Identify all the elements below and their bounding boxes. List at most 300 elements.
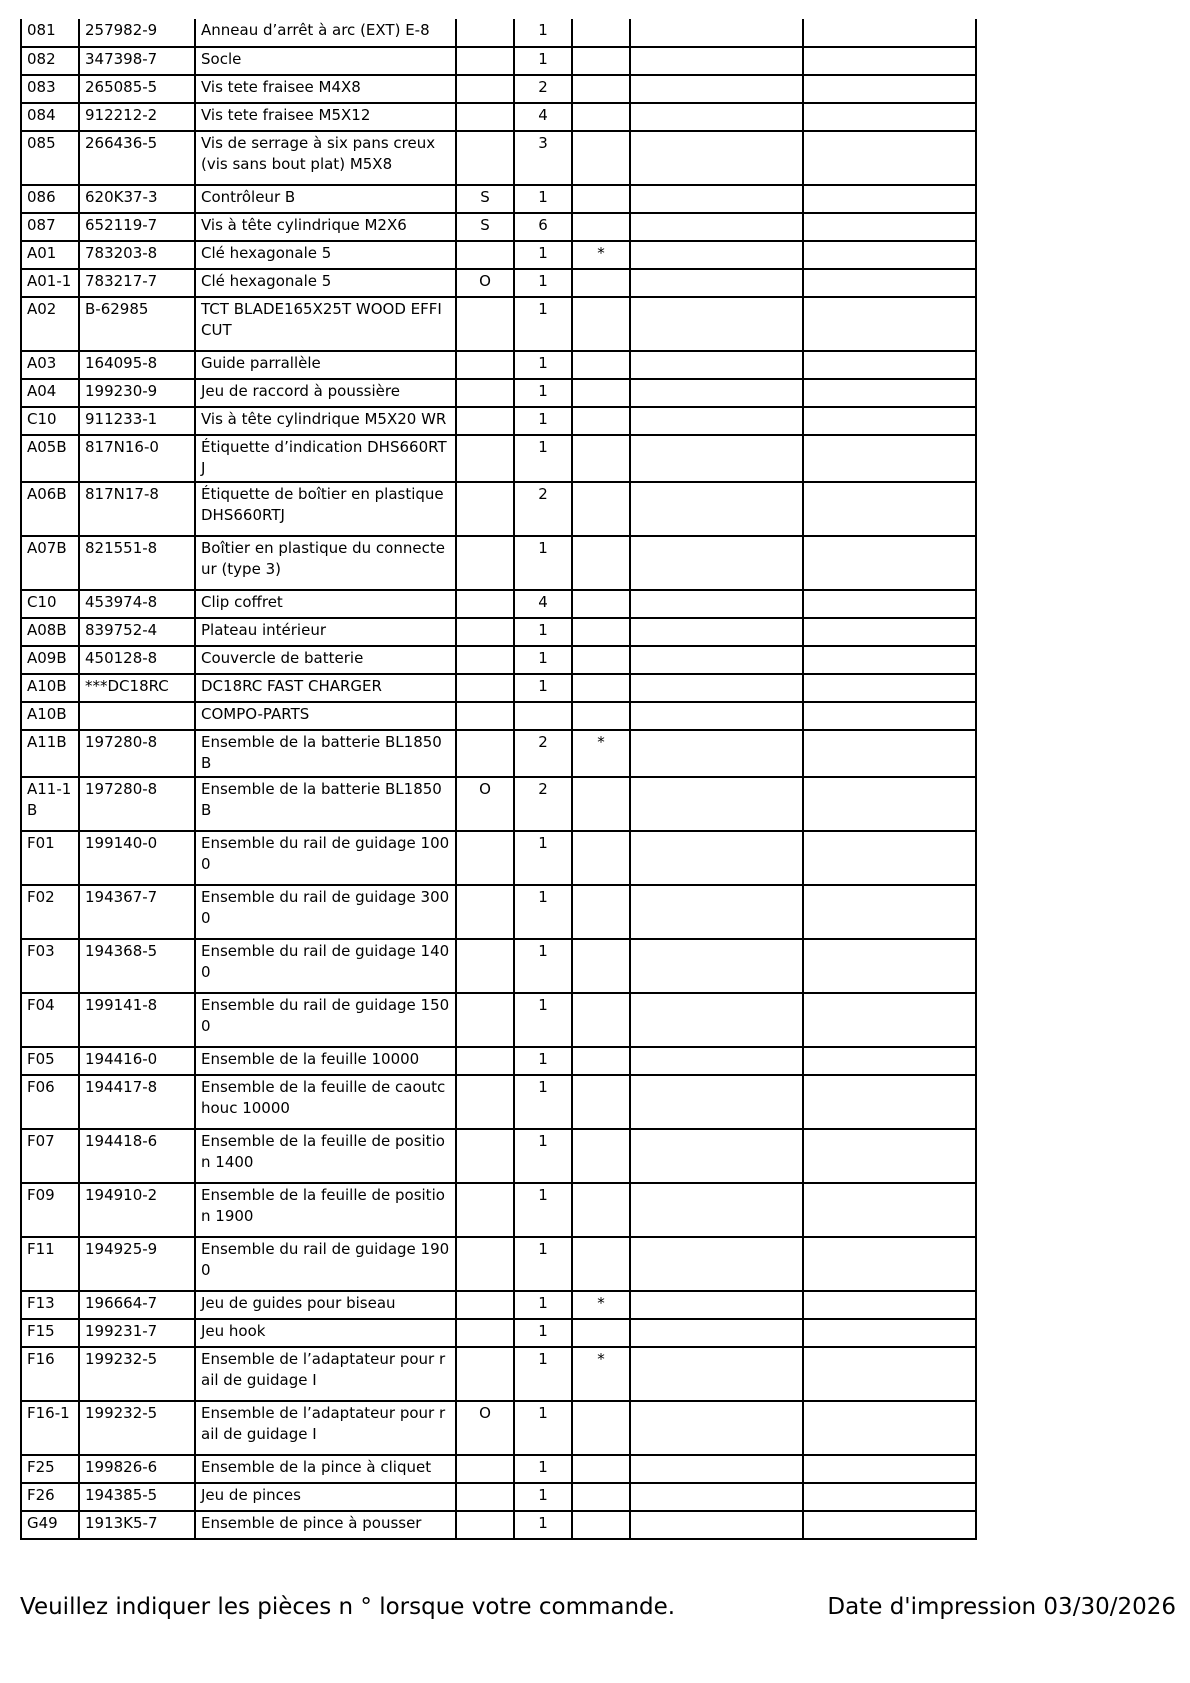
empty-cell	[803, 379, 976, 407]
quantity-cell: 2	[514, 730, 572, 777]
description-cell: Ensemble de la batterie BL1850B	[195, 730, 456, 777]
reference-cell: 821551-8	[79, 536, 195, 590]
change-code-cell	[456, 618, 514, 646]
note-cell	[572, 213, 630, 241]
empty-cell	[803, 482, 976, 536]
table-row	[21, 103, 976, 131]
table-row	[21, 379, 976, 407]
empty-cell	[630, 1319, 803, 1347]
table-row	[21, 730, 976, 777]
change-code-cell	[456, 131, 514, 185]
note-cell: *	[572, 1347, 630, 1401]
reference-cell: 199232-5	[79, 1401, 195, 1455]
empty-cell	[630, 1347, 803, 1401]
print-date: Date d'impression 03/30/2026	[827, 1594, 1176, 1620]
empty-cell	[630, 777, 803, 831]
table-row	[21, 47, 976, 75]
part-number-cell: A03	[21, 351, 79, 379]
quantity-cell: 1	[514, 1455, 572, 1483]
change-code-cell	[456, 831, 514, 885]
change-code-cell	[456, 47, 514, 75]
empty-cell	[803, 1183, 976, 1237]
part-number-cell: A01-1	[21, 269, 79, 297]
description-cell: Ensemble du rail de guidage 3000	[195, 885, 456, 939]
description-cell: Jeu de raccord à poussière	[195, 379, 456, 407]
table-row	[21, 831, 976, 885]
note-cell	[572, 674, 630, 702]
note-cell	[572, 618, 630, 646]
change-code-cell	[456, 939, 514, 993]
empty-cell	[630, 213, 803, 241]
table-row	[21, 702, 976, 730]
description-cell: Socle	[195, 47, 456, 75]
empty-cell	[630, 1291, 803, 1319]
reference-cell: 199826-6	[79, 1455, 195, 1483]
empty-cell	[630, 75, 803, 103]
quantity-cell: 1	[514, 297, 572, 351]
part-number-cell: A07B	[21, 536, 79, 590]
empty-cell	[803, 1455, 976, 1483]
reference-cell: 453974-8	[79, 590, 195, 618]
part-number-cell: F01	[21, 831, 79, 885]
description-cell: Ensemble de la feuille de position 1900	[195, 1183, 456, 1237]
quantity-cell: 1	[514, 1347, 572, 1401]
quantity-cell: 1	[514, 1237, 572, 1291]
quantity-cell: 2	[514, 777, 572, 831]
part-number-cell: F26	[21, 1483, 79, 1511]
part-number-cell: A06B	[21, 482, 79, 536]
empty-cell	[803, 702, 976, 730]
part-number-cell: F06	[21, 1075, 79, 1129]
change-code-cell	[456, 241, 514, 269]
empty-cell	[630, 885, 803, 939]
empty-cell	[630, 241, 803, 269]
empty-cell	[630, 702, 803, 730]
quantity-cell: 1	[514, 1183, 572, 1237]
part-number-cell: A11-1B	[21, 777, 79, 831]
description-cell: Ensemble de la batterie BL1850B	[195, 777, 456, 831]
note-cell: *	[572, 730, 630, 777]
note-cell	[572, 536, 630, 590]
change-code-cell	[456, 674, 514, 702]
empty-cell	[630, 1401, 803, 1455]
part-number-cell: F13	[21, 1291, 79, 1319]
description-cell: Vis de serrage à six pans creux (vis sans bout plat) M5X8	[195, 131, 456, 185]
empty-cell	[803, 885, 976, 939]
note-cell	[572, 831, 630, 885]
description-cell: COMPO-PARTS	[195, 702, 456, 730]
part-number-cell: A04	[21, 379, 79, 407]
table-row	[21, 646, 976, 674]
part-number-cell: 086	[21, 185, 79, 213]
empty-cell	[803, 1047, 976, 1075]
description-cell: Clip coffret	[195, 590, 456, 618]
empty-cell	[803, 1347, 976, 1401]
description-cell: Jeu hook	[195, 1319, 456, 1347]
quantity-cell	[514, 702, 572, 730]
empty-cell	[630, 1075, 803, 1129]
part-number-cell: A05B	[21, 435, 79, 482]
reference-cell: 450128-8	[79, 646, 195, 674]
table-row	[21, 1319, 976, 1347]
note-cell: *	[572, 1291, 630, 1319]
description-cell: Ensemble de l’adaptateur pour rail de guidage I	[195, 1401, 456, 1455]
change-code-cell	[456, 482, 514, 536]
description-cell: Vis tete fraisee M4X8	[195, 75, 456, 103]
table-row	[21, 241, 976, 269]
part-number-cell: F05	[21, 1047, 79, 1075]
empty-cell	[630, 297, 803, 351]
reference-cell: 194368-5	[79, 939, 195, 993]
empty-cell	[803, 213, 976, 241]
note-cell	[572, 47, 630, 75]
table-row	[21, 1483, 976, 1511]
note-cell	[572, 103, 630, 131]
table-row	[21, 536, 976, 590]
quantity-cell: 2	[514, 75, 572, 103]
description-cell: Ensemble du rail de guidage 1500	[195, 993, 456, 1047]
quantity-cell: 1	[514, 351, 572, 379]
empty-cell	[803, 269, 976, 297]
part-number-cell: F16-1	[21, 1401, 79, 1455]
description-cell: Clé hexagonale 5	[195, 269, 456, 297]
part-number-cell: F09	[21, 1183, 79, 1237]
note-cell: *	[572, 241, 630, 269]
empty-cell	[630, 590, 803, 618]
description-cell: Clé hexagonale 5	[195, 241, 456, 269]
part-number-cell: G49	[21, 1511, 79, 1539]
table-row	[21, 777, 976, 831]
part-number-cell: F03	[21, 939, 79, 993]
table-row	[21, 1075, 976, 1129]
description-cell: Plateau intérieur	[195, 618, 456, 646]
note-cell	[572, 1511, 630, 1539]
reference-cell: B-62985	[79, 297, 195, 351]
table-row	[21, 618, 976, 646]
empty-cell	[630, 674, 803, 702]
note-cell	[572, 993, 630, 1047]
table-row	[21, 939, 976, 993]
note-cell	[572, 1183, 630, 1237]
empty-cell	[630, 939, 803, 993]
part-number-cell: F04	[21, 993, 79, 1047]
empty-cell	[803, 1237, 976, 1291]
empty-cell	[803, 730, 976, 777]
quantity-cell: 1	[514, 269, 572, 297]
table-row	[21, 1237, 976, 1291]
description-cell: Ensemble du rail de guidage 1000	[195, 831, 456, 885]
change-code-cell	[456, 1291, 514, 1319]
part-number-cell: A11B	[21, 730, 79, 777]
reference-cell: 266436-5	[79, 131, 195, 185]
reference-cell: 164095-8	[79, 351, 195, 379]
table-row	[21, 1455, 976, 1483]
reference-cell: 783217-7	[79, 269, 195, 297]
change-code-cell	[456, 103, 514, 131]
empty-cell	[803, 590, 976, 618]
part-number-cell: 084	[21, 103, 79, 131]
table-row	[21, 75, 976, 103]
note-cell	[572, 1075, 630, 1129]
empty-cell	[630, 993, 803, 1047]
note-cell	[572, 351, 630, 379]
quantity-cell: 1	[514, 1483, 572, 1511]
reference-cell: 194385-5	[79, 1483, 195, 1511]
quantity-cell: 1	[514, 618, 572, 646]
table-row	[21, 1511, 976, 1539]
empty-cell	[803, 993, 976, 1047]
table-row	[21, 993, 976, 1047]
change-code-cell: O	[456, 269, 514, 297]
table-row	[21, 1291, 976, 1319]
empty-cell	[803, 241, 976, 269]
reference-cell: 347398-7	[79, 47, 195, 75]
note-cell	[572, 482, 630, 536]
note-cell	[572, 185, 630, 213]
empty-cell	[803, 351, 976, 379]
table-row	[21, 19, 976, 47]
order-instruction-note: Veuillez indiquer les pièces n ° lorsque votre commande.	[20, 1594, 676, 1620]
part-number-cell: 087	[21, 213, 79, 241]
reference-cell: 912212-2	[79, 103, 195, 131]
quantity-cell: 2	[514, 482, 572, 536]
empty-cell	[803, 939, 976, 993]
part-number-cell: A01	[21, 241, 79, 269]
change-code-cell: S	[456, 213, 514, 241]
note-cell	[572, 407, 630, 435]
reference-cell: 194925-9	[79, 1237, 195, 1291]
part-number-cell: A10B	[21, 674, 79, 702]
empty-cell	[803, 75, 976, 103]
description-cell: TCT BLADE165X25T WOOD EFFICUT	[195, 297, 456, 351]
empty-cell	[630, 131, 803, 185]
change-code-cell: O	[456, 777, 514, 831]
empty-cell	[803, 1075, 976, 1129]
reference-cell: 194910-2	[79, 1183, 195, 1237]
description-cell: Contrôleur B	[195, 185, 456, 213]
empty-cell	[630, 185, 803, 213]
change-code-cell: O	[456, 1401, 514, 1455]
quantity-cell: 1	[514, 993, 572, 1047]
description-cell: Boîtier en plastique du connecteur (type 3)	[195, 536, 456, 590]
description-cell: Ensemble de la pince à cliquet	[195, 1455, 456, 1483]
note-cell	[572, 1047, 630, 1075]
empty-cell	[803, 831, 976, 885]
table-row	[21, 213, 976, 241]
reference-cell: 911233-1	[79, 407, 195, 435]
table-row	[21, 269, 976, 297]
table-row	[21, 185, 976, 213]
empty-cell	[803, 131, 976, 185]
part-number-cell: F11	[21, 1237, 79, 1291]
change-code-cell	[456, 1455, 514, 1483]
empty-cell	[630, 379, 803, 407]
part-number-cell: F16	[21, 1347, 79, 1401]
empty-cell	[803, 1291, 976, 1319]
part-number-cell: F02	[21, 885, 79, 939]
quantity-cell: 4	[514, 590, 572, 618]
empty-cell	[630, 1183, 803, 1237]
table-row	[21, 1047, 976, 1075]
change-code-cell	[456, 75, 514, 103]
change-code-cell	[456, 1129, 514, 1183]
note-cell	[572, 297, 630, 351]
part-number-cell: F25	[21, 1455, 79, 1483]
quantity-cell: 1	[514, 379, 572, 407]
change-code-cell	[456, 885, 514, 939]
description-cell: Ensemble de la feuille de caoutchouc 10000	[195, 1075, 456, 1129]
note-cell	[572, 1237, 630, 1291]
parts-list-body	[21, 19, 976, 1539]
reference-cell: 199231-7	[79, 1319, 195, 1347]
empty-cell	[803, 185, 976, 213]
empty-cell	[803, 19, 976, 47]
quantity-cell: 1	[514, 1291, 572, 1319]
empty-cell	[803, 297, 976, 351]
note-cell	[572, 939, 630, 993]
parts-list-table	[20, 19, 977, 1540]
reference-cell: 197280-8	[79, 730, 195, 777]
empty-cell	[803, 618, 976, 646]
quantity-cell: 1	[514, 1047, 572, 1075]
empty-cell	[630, 618, 803, 646]
empty-cell	[630, 1047, 803, 1075]
change-code-cell	[456, 1483, 514, 1511]
empty-cell	[630, 730, 803, 777]
empty-cell	[630, 407, 803, 435]
change-code-cell: S	[456, 185, 514, 213]
part-number-cell: A02	[21, 297, 79, 351]
reference-cell: 1913K5-7	[79, 1511, 195, 1539]
empty-cell	[803, 536, 976, 590]
note-cell	[572, 1483, 630, 1511]
empty-cell	[630, 435, 803, 482]
quantity-cell: 6	[514, 213, 572, 241]
empty-cell	[630, 47, 803, 75]
part-number-cell: F15	[21, 1319, 79, 1347]
note-cell	[572, 75, 630, 103]
quantity-cell: 1	[514, 646, 572, 674]
part-number-cell: C10	[21, 407, 79, 435]
part-number-cell: 083	[21, 75, 79, 103]
change-code-cell	[456, 590, 514, 618]
change-code-cell	[456, 1347, 514, 1401]
note-cell	[572, 435, 630, 482]
table-row	[21, 1401, 976, 1455]
table-row	[21, 131, 976, 185]
empty-cell	[803, 1483, 976, 1511]
description-cell: Couvercle de batterie	[195, 646, 456, 674]
change-code-cell	[456, 536, 514, 590]
quantity-cell: 1	[514, 19, 572, 47]
part-number-cell: 082	[21, 47, 79, 75]
reference-cell: 196664-7	[79, 1291, 195, 1319]
change-code-cell	[456, 1075, 514, 1129]
table-row	[21, 1183, 976, 1237]
table-row	[21, 351, 976, 379]
empty-cell	[630, 269, 803, 297]
reference-cell: 197280-8	[79, 777, 195, 831]
reference-cell: 194418-6	[79, 1129, 195, 1183]
change-code-cell	[456, 993, 514, 1047]
quantity-cell: 1	[514, 885, 572, 939]
empty-cell	[803, 777, 976, 831]
empty-cell	[630, 351, 803, 379]
empty-cell	[803, 47, 976, 75]
reference-cell: 265085-5	[79, 75, 195, 103]
note-cell	[572, 885, 630, 939]
note-cell	[572, 646, 630, 674]
part-number-cell: C10	[21, 590, 79, 618]
empty-cell	[630, 103, 803, 131]
empty-cell	[630, 1483, 803, 1511]
quantity-cell: 1	[514, 47, 572, 75]
note-cell	[572, 1455, 630, 1483]
description-cell: Ensemble de l’adaptateur pour rail de guidage I	[195, 1347, 456, 1401]
change-code-cell	[456, 1047, 514, 1075]
quantity-cell: 1	[514, 241, 572, 269]
change-code-cell	[456, 351, 514, 379]
empty-cell	[803, 1129, 976, 1183]
note-cell	[572, 269, 630, 297]
description-cell: Ensemble du rail de guidage 1400	[195, 939, 456, 993]
reference-cell: 194417-8	[79, 1075, 195, 1129]
quantity-cell: 1	[514, 1075, 572, 1129]
reference-cell: ***DC18RC	[79, 674, 195, 702]
description-cell: Jeu de guides pour biseau	[195, 1291, 456, 1319]
change-code-cell	[456, 435, 514, 482]
description-cell: Ensemble du rail de guidage 1900	[195, 1237, 456, 1291]
empty-cell	[803, 674, 976, 702]
note-cell	[572, 1129, 630, 1183]
part-number-cell: A10B	[21, 702, 79, 730]
change-code-cell	[456, 1237, 514, 1291]
quantity-cell: 1	[514, 536, 572, 590]
quantity-cell: 1	[514, 831, 572, 885]
description-cell: Ensemble de la feuille 10000	[195, 1047, 456, 1075]
reference-cell: 199232-5	[79, 1347, 195, 1401]
empty-cell	[630, 19, 803, 47]
change-code-cell	[456, 1183, 514, 1237]
note-cell	[572, 1401, 630, 1455]
description-cell: Vis à tête cylindrique M2X6	[195, 213, 456, 241]
table-row	[21, 590, 976, 618]
quantity-cell: 1	[514, 1511, 572, 1539]
empty-cell	[803, 1319, 976, 1347]
quantity-cell: 1	[514, 1129, 572, 1183]
empty-cell	[630, 536, 803, 590]
quantity-cell: 1	[514, 185, 572, 213]
change-code-cell	[456, 379, 514, 407]
note-cell	[572, 379, 630, 407]
change-code-cell	[456, 297, 514, 351]
part-number-cell: A09B	[21, 646, 79, 674]
change-code-cell	[456, 646, 514, 674]
note-cell	[572, 1319, 630, 1347]
reference-cell: 817N17-8	[79, 482, 195, 536]
description-cell: Étiquette de boîtier en plastique DHS660RTJ	[195, 482, 456, 536]
change-code-cell	[456, 730, 514, 777]
change-code-cell	[456, 702, 514, 730]
note-cell	[572, 777, 630, 831]
empty-cell	[630, 646, 803, 674]
empty-cell	[803, 1511, 976, 1539]
empty-cell	[630, 1455, 803, 1483]
empty-cell	[803, 435, 976, 482]
table-row	[21, 482, 976, 536]
change-code-cell	[456, 1511, 514, 1539]
description-cell: Ensemble de pince à pousser	[195, 1511, 456, 1539]
